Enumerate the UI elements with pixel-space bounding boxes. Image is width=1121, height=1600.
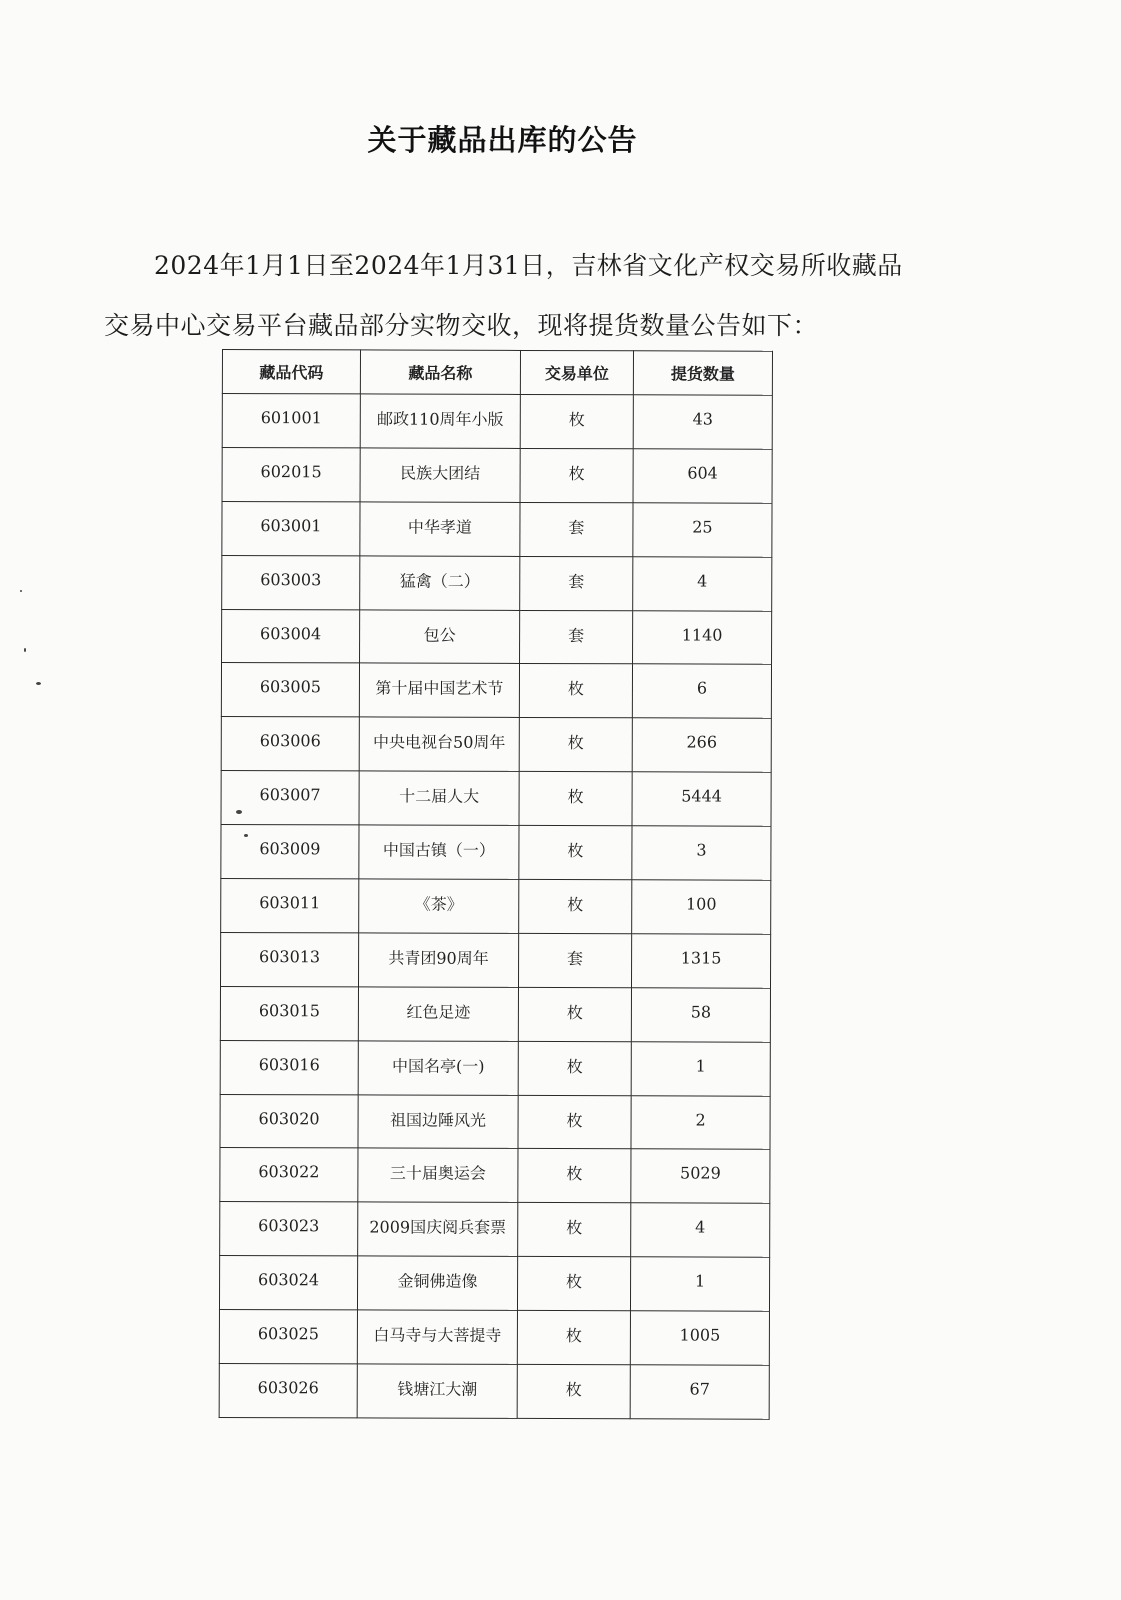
- cell-name: 红色足迹: [358, 987, 518, 1041]
- cell-name: 十二届人大: [359, 771, 519, 825]
- cell-unit: 套: [520, 502, 633, 556]
- table-row: [221, 825, 771, 881]
- cell-unit: 枚: [518, 1095, 631, 1149]
- cell-quantity: 1: [631, 1041, 770, 1095]
- cell-unit: 枚: [517, 1257, 630, 1311]
- cell-name: 三十届奥运会: [358, 1148, 518, 1202]
- table-row: [220, 932, 770, 988]
- table-row: [221, 879, 771, 935]
- cell-quantity: 1005: [630, 1311, 769, 1365]
- cell-quantity: 43: [633, 395, 772, 449]
- scan-speck: [244, 834, 248, 837]
- cell-code: 603025: [219, 1310, 357, 1364]
- cell-code: 603004: [222, 609, 360, 663]
- cell-unit: 枚: [519, 772, 632, 826]
- cell-quantity: 2: [631, 1095, 770, 1149]
- table-row: [221, 717, 771, 773]
- table-row: [220, 1202, 770, 1258]
- cell-name: 祖国边陲风光: [358, 1095, 518, 1149]
- table-row: [219, 1256, 769, 1312]
- cell-unit: 枚: [518, 1041, 631, 1095]
- cell-name: 白马寺与大菩提寺: [357, 1310, 517, 1364]
- cell-name: 钱塘江大潮: [357, 1364, 517, 1418]
- cell-name: 第十届中国艺术节: [359, 663, 519, 717]
- cell-quantity: 604: [633, 449, 772, 503]
- table-row: [222, 447, 772, 503]
- cell-code: 603020: [220, 1094, 358, 1148]
- cell-code: 603005: [221, 663, 359, 717]
- scan-speck: [20, 590, 22, 592]
- cell-code: 603011: [221, 879, 359, 933]
- cell-quantity: 1315: [631, 934, 770, 988]
- cell-code: 603022: [220, 1148, 358, 1202]
- cell-unit: 枚: [519, 826, 632, 880]
- cell-unit: 枚: [518, 1203, 631, 1257]
- cell-quantity: 266: [632, 718, 771, 772]
- cell-quantity: 100: [632, 880, 771, 934]
- cell-code: 603001: [222, 501, 360, 555]
- delivery-table: [219, 349, 773, 1420]
- cell-name: 中华孝道: [360, 502, 520, 556]
- header-quantity: 提货数量: [633, 351, 772, 395]
- table-row: [220, 1148, 770, 1204]
- cell-name: 包公: [360, 609, 520, 663]
- table-body: [219, 394, 772, 1420]
- cell-unit: 枚: [520, 448, 633, 502]
- cell-name: 民族大团结: [360, 448, 520, 502]
- cell-unit: 枚: [518, 1149, 631, 1203]
- cell-quantity: 58: [631, 988, 770, 1042]
- cell-name: 邮政110周年小版: [360, 394, 520, 448]
- scan-speck: [24, 648, 26, 652]
- cell-code: 603015: [220, 986, 358, 1040]
- cell-code: 603016: [220, 1040, 358, 1094]
- cell-code: 602015: [222, 447, 360, 501]
- cell-unit: 枚: [519, 664, 632, 718]
- cell-name: 共青团90周年: [358, 933, 518, 987]
- table-row: [222, 609, 772, 665]
- cell-code: 603013: [220, 932, 358, 986]
- cell-unit: 枚: [519, 879, 632, 933]
- table-row: [221, 771, 771, 827]
- cell-unit: 枚: [517, 1311, 630, 1365]
- cell-code: 603007: [221, 771, 359, 825]
- cell-unit: 枚: [517, 1364, 630, 1418]
- cell-unit: 套: [520, 556, 633, 610]
- cell-name: 金铜佛造像: [357, 1256, 517, 1310]
- cell-code: 603009: [221, 825, 359, 879]
- notice-title: 关于藏品出库的公告: [367, 123, 638, 157]
- cell-unit: 套: [518, 933, 631, 987]
- notice-intro: 2024年1月1日至2024年1月31日，吉林省文化产权交易所收藏品交易中心交易平台藏品部分实物交收，现将提货数量公告如下：: [104, 251, 903, 340]
- table-row: [222, 394, 772, 450]
- header-unit: 交易单位: [520, 350, 633, 394]
- table-row: [222, 501, 772, 557]
- cell-quantity: 5029: [631, 1149, 770, 1203]
- cell-code: 601001: [222, 394, 360, 448]
- cell-name: 猛禽（二）: [360, 556, 520, 610]
- cell-unit: 枚: [519, 718, 632, 772]
- table-row: [219, 1310, 769, 1366]
- table-header: [222, 350, 772, 396]
- header-code: 藏品代码: [222, 350, 360, 394]
- cell-code: 603003: [222, 555, 360, 609]
- table-row: [221, 663, 771, 719]
- cell-unit: 枚: [520, 394, 633, 448]
- table-row: [220, 1040, 770, 1096]
- cell-quantity: 67: [630, 1365, 769, 1419]
- cell-code: 603006: [221, 717, 359, 771]
- cell-unit: 枚: [518, 987, 631, 1041]
- table-row: [219, 1364, 769, 1420]
- cell-name: 2009国庆阅兵套票: [358, 1202, 518, 1256]
- cell-quantity: 1140: [633, 610, 772, 664]
- cell-unit: 套: [520, 610, 633, 664]
- cell-name: 《茶》: [359, 879, 519, 933]
- cell-quantity: 4: [631, 1203, 770, 1257]
- cell-quantity: 3: [632, 826, 771, 880]
- cell-quantity: 25: [633, 503, 772, 557]
- scan-speck: [36, 682, 41, 685]
- header-name: 藏品名称: [360, 350, 520, 395]
- cell-quantity: 4: [633, 556, 772, 610]
- table-row: [222, 555, 772, 611]
- table-row: [220, 986, 770, 1042]
- cell-quantity: 1: [630, 1257, 769, 1311]
- cell-code: 603023: [220, 1202, 358, 1256]
- scan-speck: [236, 810, 242, 814]
- cell-quantity: 6: [632, 664, 771, 718]
- cell-name: 中国古镇（一）: [359, 825, 519, 879]
- cell-name: 中国名亭(一): [358, 1041, 518, 1095]
- cell-quantity: 5444: [632, 772, 771, 826]
- cell-code: 603026: [219, 1364, 357, 1418]
- cell-name: 中央电视台50周年: [359, 717, 519, 771]
- cell-code: 603024: [219, 1256, 357, 1310]
- table-row: [220, 1094, 770, 1150]
